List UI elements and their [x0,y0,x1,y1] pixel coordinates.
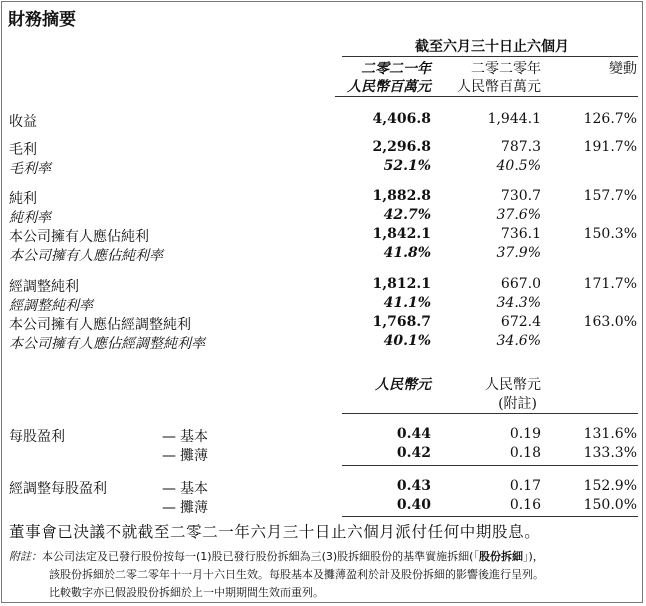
row-label: 本公司擁有人應佔經調整純利率 [9,336,205,352]
value-2021: 0.44 [396,426,431,442]
dash: — [162,500,176,516]
value-2021: 1,768.7 [372,314,431,330]
period-underline [342,56,638,57]
row-gross-profit [2,139,642,157]
value-2020: 40.5% [496,158,541,174]
diluted-label: 攤薄 [180,448,208,464]
value-2020: 34.3% [496,295,541,311]
row-label: 毛利率 [9,161,51,177]
footnote-lead: 附註： [9,550,42,563]
footnote [9,548,639,602]
row-label: 本公司擁有人應佔純利 [9,229,149,245]
value-2021: 1,882.8 [372,188,431,204]
value-change: 133.3% [583,445,637,461]
value-2020: 37.9% [496,245,541,261]
value-change: 131.6% [583,426,637,442]
value-change: 150.0% [583,497,637,513]
row-net-margin-owners [2,245,642,263]
row-net-profit [2,188,642,206]
row-revenue [2,111,642,129]
footnote-line2: 該股份拆細於二零二零年十一月十六日生效。每股基本及攤薄盈利於計及股份拆細的影響後進行呈列。 [49,568,544,581]
value-2021: 52.1% [383,158,431,174]
value-2020: 0.18 [509,445,541,461]
value-2021: 4,406.8 [372,111,431,127]
adj-eps-diluted-label [162,497,208,517]
eps-note-ref: (附註) [498,396,537,412]
row-adjusted-net-margin [2,295,642,313]
row-label: 純利率 [9,210,51,226]
value-2021: 41.1% [383,295,431,311]
value-2020: 0.17 [509,478,541,494]
row-label: 經調整純利率 [9,298,93,314]
row-label: 本公司擁有人應佔純利率 [9,248,163,264]
eps-currency-2021: 人民幣元 [375,377,431,393]
value-2020: 730.7 [500,188,541,204]
basic-label: 基本 [180,429,208,445]
value-2021: 41.8% [383,245,431,261]
header-change: 變動 [609,61,637,77]
value-2020: 667.0 [500,276,541,292]
row-label: 本公司擁有人應佔經調整純利 [9,317,191,333]
row-label: 經調整純利 [9,279,79,295]
row-label: 純利 [9,191,37,207]
adj-eps-label: 經調整每股盈利 [9,481,107,497]
diluted-label: 攤薄 [180,500,208,516]
eps-currency-2020: 人民幣元 [485,377,541,393]
basic-label: 基本 [180,481,208,497]
value-change: 126.7% [583,111,637,127]
value-change: 163.0% [583,314,637,330]
footnote-defined-term: 股份拆細 [478,550,523,563]
period-header: 截至六月三十日止六個月 [415,39,569,55]
financial-summary-panel [1,1,643,603]
value-2020: 1,944.1 [487,111,541,127]
value-2020: 672.4 [500,314,541,330]
eps-diluted-label [162,445,208,465]
value-change: 171.7% [583,276,637,292]
value-2021: 0.40 [396,497,431,513]
row-adj-eps-diluted [2,497,642,515]
row-adjusted-net-profit-owners [2,314,642,332]
value-2021: 0.42 [396,445,431,461]
eps-label: 每股盈利 [9,429,65,445]
row-gross-margin [2,158,642,176]
adj-eps-basic-label [162,478,208,498]
value-2020: 0.16 [509,497,541,513]
footnote-line1c: 」)， [522,550,544,563]
adj-eps-underline [342,516,638,517]
eps-header-underline [342,413,638,414]
row-adjusted-net-margin-owners [2,333,642,351]
dash: — [162,429,176,445]
footnote-line3: 比較數字亦已假設股份拆細於上一中期期間生效而重列。 [49,586,324,599]
value-change: 191.7% [583,139,637,155]
value-2020: 37.6% [496,207,541,223]
eps-underline [342,465,638,466]
row-eps-basic [2,426,642,444]
value-2020: 787.3 [500,139,541,155]
row-eps-diluted [2,445,642,463]
page-title: 財務摘要 [8,10,76,30]
value-2020: 0.19 [509,426,541,442]
value-change: 152.9% [583,478,637,494]
value-2020: 736.1 [500,226,541,242]
row-adj-eps-basic [2,478,642,496]
header-2021: 二零二一年 [361,61,431,77]
value-2021: 1,842.1 [372,226,431,242]
header-underline [335,96,638,97]
value-change: 157.7% [583,188,637,204]
value-2021: 1,812.1 [372,276,431,292]
value-2021: 0.43 [396,478,431,494]
row-net-margin [2,207,642,225]
row-label: 收益 [9,114,37,130]
row-label: 毛利 [9,142,37,158]
value-2020: 34.6% [496,333,541,349]
header-2020: 二零二零年 [471,61,541,77]
header-unit-2020: 人民幣百萬元 [457,79,541,95]
dash: — [162,448,176,464]
dash: — [162,481,176,497]
value-2021: 40.1% [383,333,431,349]
value-change: 150.3% [583,226,637,242]
eps-basic-label [162,426,208,446]
dividend-statement: 董事會已決議不就截至二零二一年六月三十日止六個月派付任何中期股息。 [9,523,541,541]
row-net-profit-owners [2,226,642,244]
value-2021: 2,296.8 [372,139,431,155]
value-2021: 42.7% [383,207,431,223]
header-unit-2021: 人民幣百萬元 [347,79,431,95]
row-adjusted-net-profit [2,276,642,294]
footnote-line1a: 本公司法定及已發行股份按每一(1)股已發行股份拆細為三(3)股拆細股份的基準實施拆細(「 [42,550,479,563]
